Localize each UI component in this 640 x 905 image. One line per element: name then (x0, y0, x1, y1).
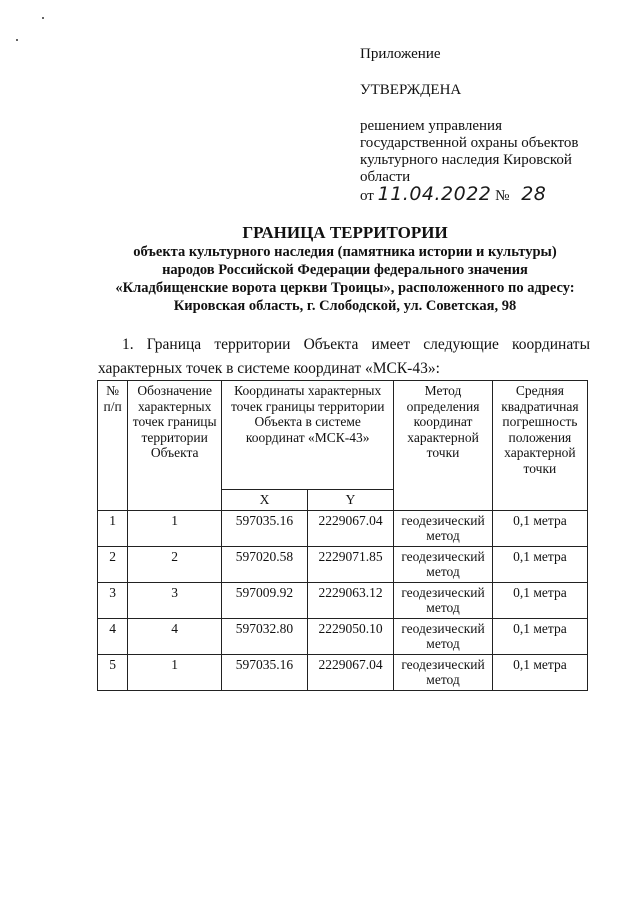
approved-label: УТВЕРЖДЕНА (360, 82, 462, 98)
cell-point: 3 (128, 582, 222, 618)
cell-error: 0,1 метра (492, 546, 587, 582)
header-y: Y (307, 490, 393, 511)
document-title (90, 223, 600, 315)
cell-y: 2229071.85 (307, 546, 393, 582)
title-line-3: «Кладбищенские ворота церкви Троицы», расположенного по адресу: (115, 280, 575, 296)
cell-error: 0,1 метра (492, 618, 587, 654)
cell-method: геодезический метод (394, 654, 493, 690)
cell-method: геодезический метод (394, 546, 493, 582)
table-row (98, 510, 588, 546)
scan-speck (16, 39, 18, 41)
cell-x: 597009.92 (222, 582, 308, 618)
table-header-row (98, 381, 588, 490)
cell-error: 0,1 метра (492, 654, 587, 690)
table-row (98, 654, 588, 690)
cell-no: 1 (98, 510, 128, 546)
from-prefix: от (360, 188, 374, 204)
boundary-paragraph: 1. Граница территории Объекта имеет следующие координаты характерных точек в системе координат «МСК-43»: (98, 336, 590, 377)
header-coords: Координаты характерных точек границы территории Объекта в системе координат «МСК-43» (222, 381, 394, 490)
table-row (98, 546, 588, 582)
handwritten-date: 11.04.2022 (377, 183, 492, 205)
cell-method: геодезический метод (394, 582, 493, 618)
cell-y: 2229063.12 (307, 582, 393, 618)
appendix-label: Приложение (360, 46, 441, 62)
cell-point: 2 (128, 546, 222, 582)
handwritten-number: 28 (521, 183, 547, 205)
appendix-block (360, 46, 610, 205)
table-row (98, 618, 588, 654)
title-main: ГРАНИЦА ТЕРРИТОРИИ (242, 223, 448, 242)
number-sign: № (495, 188, 510, 204)
title-line-2: народов Российской Федерации федерального значения (162, 262, 528, 278)
header-no: № п/п (98, 381, 128, 511)
cell-point: 1 (128, 654, 222, 690)
cell-error: 0,1 метра (492, 582, 587, 618)
cell-x: 597035.16 (222, 510, 308, 546)
header-point: Обозначение характерных точек границы территории Объекта (128, 381, 222, 511)
decision-text (360, 118, 610, 205)
cell-x: 597035.16 (222, 654, 308, 690)
cell-no: 3 (98, 582, 128, 618)
scan-speck (42, 17, 44, 19)
cell-no: 2 (98, 546, 128, 582)
cell-no: 5 (98, 654, 128, 690)
decision-body: решением управления государственной охраны объектов культурного наследия Кировской области (360, 118, 579, 185)
cell-y: 2229067.04 (307, 654, 393, 690)
header-method: Метод определения координат характерной точки (394, 381, 493, 511)
cell-point: 4 (128, 618, 222, 654)
cell-y: 2229067.04 (307, 510, 393, 546)
header-x: X (222, 490, 308, 511)
cell-point: 1 (128, 510, 222, 546)
cell-x: 597032.80 (222, 618, 308, 654)
cell-method: геодезический метод (394, 618, 493, 654)
cell-no: 4 (98, 618, 128, 654)
cell-error: 0,1 метра (492, 510, 587, 546)
title-line-4: Кировская область, г. Слободской, ул. Советская, 98 (173, 298, 517, 314)
header-error: Средняя квадратичная погрешность положения характерной точки (492, 381, 587, 511)
table-row (98, 582, 588, 618)
cell-x: 597020.58 (222, 546, 308, 582)
cell-y: 2229050.10 (307, 618, 393, 654)
cell-method: геодезический метод (394, 510, 493, 546)
title-line-1: объекта культурного наследия (памятника истории и культуры) (133, 244, 557, 260)
coordinates-table (97, 380, 588, 691)
